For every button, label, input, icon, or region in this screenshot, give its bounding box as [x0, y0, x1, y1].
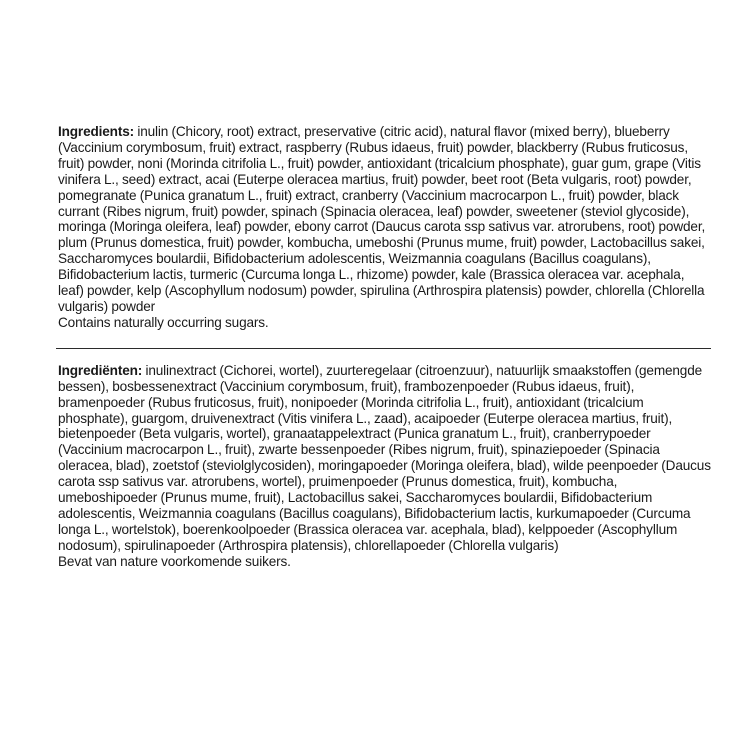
dutch-ingredients-text: inulinextract (Cichorei, wortel), zuurteregelaar (citroenzuur), natuurlijk smaakstoffen (gemengde bessen), bosbessenextract (Vaccinium corymbosum, fruit), frambozenpoeder (Rubus idaeus, fruit), bramenpoeder (Rubus fruticosus, fruit), nonipoeder (Morinda citrifolia L., fruit), antioxidant (tricalcium phosphate), guargom, druivenextract (Vitis vinifera L., zaad), acaipoeder (Euterpe oleracea martius, fruit), bietenpoeder (Beta vulgaris, wortel), granaatappelextract (Punica granatum L., fruit), cranberrypoeder (Vaccinium macrocarpon L., fruit), zwarte bessenpoeder (Ribes nigrum, fruit), spinaziepoeder (Spinacia oleracea, blad), zoetstof (steviolglycosiden), moringapoeder (Moringa oleifera, blad), wilde peenpoeder (Daucus carota ssp sativus var. atrorubens, wortel), pruimenpoeder (Prunus domestica, fruit), kombucha, umeboshipoeder (Prunus mume, fruit), Lactobacillus sakei, Saccharomyces boulardii, Bifidobacterium adolescentis, Weizmannia coagulans (Bacillus coagulans), Bifidobacterium lactis, kurkumapoeder (Curcuma longa L., wortelstok), boerenkoolpoeder (Brassica oleracea var. acephala, blad), kelppoeder (Ascophyllum nodosum), spirulinapoeder (Arthrospira platensis), chlorellapoeder (Chlorella vulgaris)	[58, 362, 711, 553]
english-sugar-note: Contains naturally occurring sugars.	[58, 314, 269, 330]
english-ingredients-heading: Ingredients:	[58, 124, 134, 139]
ingredients-label	[58, 124, 713, 570]
dutch-sugar-note: Bevat van nature voorkomende suikers.	[58, 553, 291, 569]
section-divider	[56, 348, 711, 349]
english-ingredients-block	[58, 124, 713, 331]
english-ingredients-text: inulin (Chicory, root) extract, preservative (citric acid), natural flavor (mixed berry), blueberry (Vaccinium corymbosum, fruit) extract, raspberry (Rubus idaeus, fruit) powder, blackberry (Rubus fruticosus, fruit) powder, noni (Morinda citrifolia L., fruit) powder, antioxidant (tricalcium phosphate), guar gum, grape (Vitis vinifera L., seed) extract, acai (Euterpe oleracea martius, fruit) powder, beet root (Beta vulgaris, root) powder, pomegranate (Punica granatum L., fruit) extract, cranberry (Vaccinium macrocarpon L., fruit) powder, black currant (Ribes nigrum, fruit) powder, spinach (Spinacia oleracea, leaf) powder, sweetener (steviol glycoside), moringa (Moringa oleifera, leaf) powder, ebony carrot (Daucus carota ssp sativus var. atrorubens, root) powder, plum (Prunus domestica, fruit) powder, kombucha, umeboshi (Prunus mume, fruit) powder, Lactobacillus sakei, Saccharomyces boulardii, Bifidobacterium adolescentis, Weizmannia coagulans (Bacillus coagulans), Bifidobacterium lactis, turmeric (Curcuma longa L., rhizome) powder, kale (Brassica oleracea var. acephala, leaf) powder, kelp (Ascophyllum nodosum) powder, spirulina (Arthrospira platensis) powder, chlorella (Chlorella vulgaris) powder	[58, 124, 706, 314]
dutch-ingredients-block	[58, 363, 713, 570]
dutch-ingredients-heading: Ingrediënten:	[58, 362, 143, 378]
